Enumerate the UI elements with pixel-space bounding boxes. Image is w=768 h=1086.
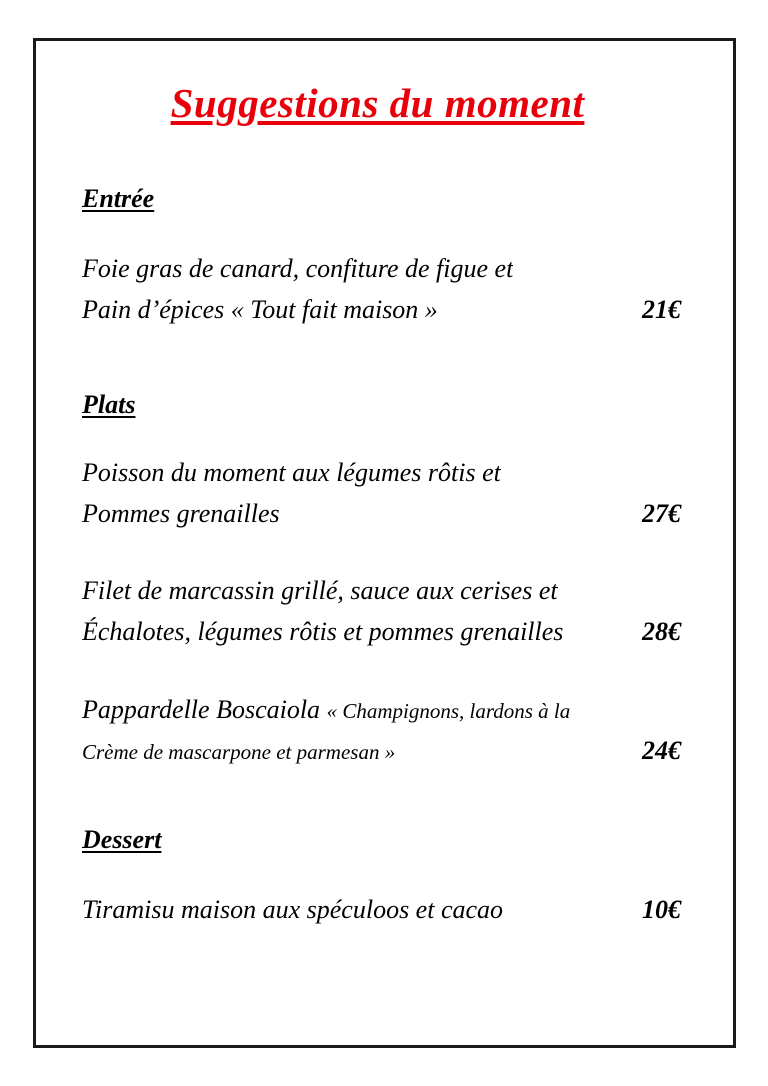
- menu-item-line: [82, 889, 693, 930]
- menu-item-note: « Champignons, lardons à la: [326, 698, 571, 723]
- menu-item: [56, 452, 699, 534]
- menu-item: [56, 689, 699, 771]
- menu-item: [56, 570, 699, 652]
- page-title: Suggestions du moment: [170, 80, 585, 126]
- menu-item-description-line1: Poisson du moment aux légumes rôtis et: [82, 458, 501, 488]
- menu-item: [56, 248, 699, 330]
- menu-item-price: 27€: [642, 499, 681, 529]
- menu-item-description-line2: Échalotes, légumes rôtis et pommes grenailles: [82, 617, 564, 647]
- menu-item-line: [82, 289, 693, 330]
- section-heading-dessert: Dessert: [82, 824, 162, 854]
- menu-content: [36, 41, 733, 1045]
- section-heading-plats: Plats: [82, 390, 136, 420]
- menu-item: [56, 889, 699, 930]
- section-heading-entree: Entrée: [82, 184, 155, 214]
- menu-item-description-line2: Pain d’épices « Tout fait maison »: [82, 295, 438, 325]
- menu-item-line: [82, 452, 693, 493]
- menu-item-line: [82, 689, 693, 730]
- menu-item-description-line1: Tiramisu maison aux spéculoos et cacao: [82, 894, 504, 924]
- menu-item-price: 24€: [642, 735, 681, 765]
- menu-item-line: [82, 611, 693, 652]
- menu-item-description-line2: Crème de mascarpone et parmesan »: [82, 739, 396, 764]
- menu-item-name: Pappardelle Boscaiola: [82, 694, 327, 724]
- menu-item-line: [82, 248, 693, 289]
- menu-item-description-line1: [82, 689, 570, 730]
- menu-item-price: 28€: [642, 617, 681, 647]
- menu-item-line: [82, 570, 693, 611]
- menu-border-frame: [33, 38, 736, 1048]
- menu-item-description-line2: Pommes grenailles: [82, 499, 280, 529]
- menu-item-line: [82, 493, 693, 534]
- menu-item-description-line1: Filet de marcassin grillé, sauce aux cerises et: [82, 576, 558, 606]
- menu-item-price: 21€: [642, 295, 681, 325]
- menu-item-description-line1: Foie gras de canard, confiture de figue et: [82, 254, 514, 284]
- menu-item-line: [82, 730, 693, 771]
- menu-item-price: 10€: [642, 894, 681, 924]
